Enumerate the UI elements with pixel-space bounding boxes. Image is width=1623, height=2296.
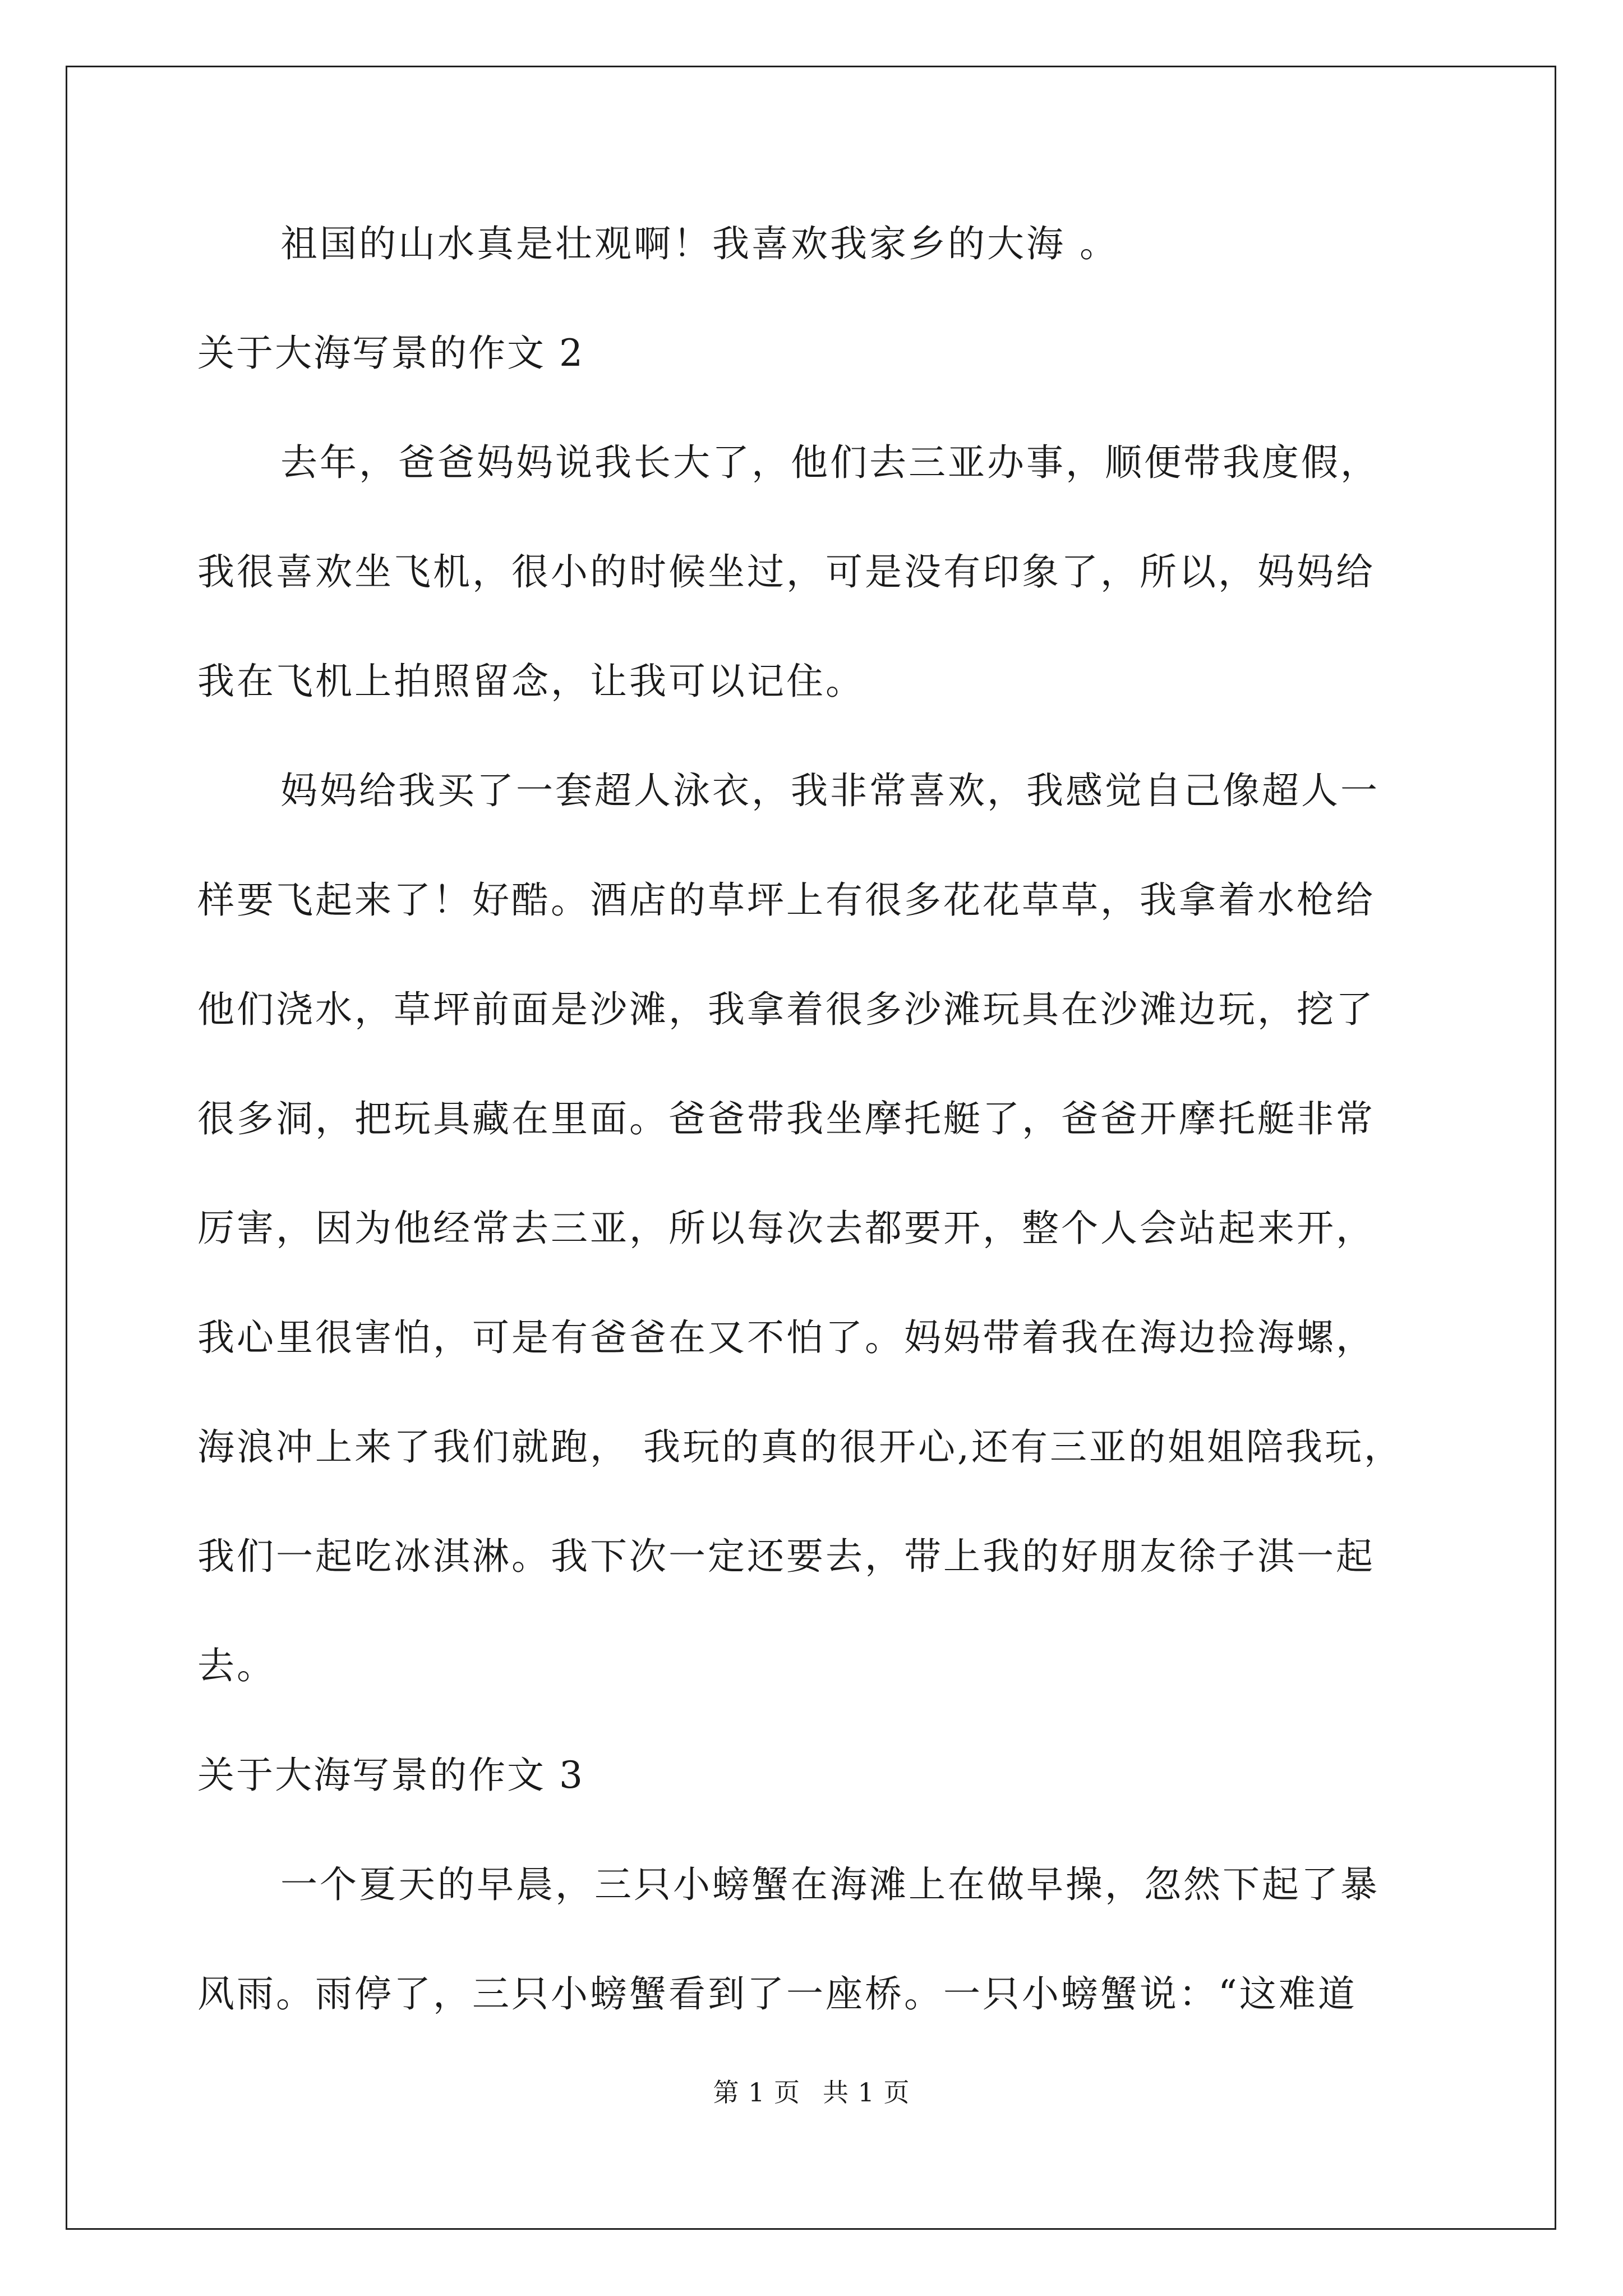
page-number: 第 1 页	[713, 2077, 800, 2108]
section-heading: 关于大海写景的作文 2	[197, 332, 584, 375]
paragraph-line: 我心里很害怕，可是有爸爸在又不怕了。妈妈带着我在海边捡海螺，	[197, 1316, 1375, 1359]
page-footer	[0, 2076, 1623, 2109]
paragraph-line: 厉害，因为他经常去三亚，所以每次去都要开，整个人会站起来开，	[197, 1207, 1375, 1250]
paragraph-line: 一个夏天的早晨，三只小螃蟹在海滩上在做早操，忽然下起了暴	[280, 1863, 1380, 1906]
paragraph-line: 他们浇水，草坪前面是沙滩，我拿着很多沙滩玩具在沙滩边玩，挖了	[197, 988, 1375, 1031]
paragraph-line: 很多洞，把玩具藏在里面。爸爸带我坐摩托艇了，爸爸开摩托艇非常	[197, 1097, 1375, 1140]
paragraph-line: 我在飞机上拍照留念，让我可以记住。	[197, 660, 865, 703]
paragraph-line: 妈妈给我买了一套超人泳衣，我非常喜欢，我感觉自己像超人一	[280, 769, 1380, 812]
paragraph-line: 风雨。雨停了，三只小螃蟹看到了一座桥。一只小螃蟹说：“这难道	[197, 1972, 1357, 2016]
paragraph-line: 我们一起吃冰淇淋。我下次一定还要去，带上我的好朋友徐子淇一起	[197, 1535, 1375, 1578]
paragraph-line: 去。	[197, 1644, 276, 1687]
paragraph-line: 去年，爸爸妈妈说我长大了，他们去三亚办事，顺便带我度假，	[280, 441, 1380, 484]
paragraph-line: 样要飞起来了！好酷。酒店的草坪上有很多花花草草，我拿着水枪给	[197, 878, 1375, 922]
page-total: 共 1 页	[823, 2077, 910, 2108]
paragraph-line: 我很喜欢坐飞机，很小的时候坐过，可是没有印象了，所以，妈妈给	[197, 550, 1375, 593]
paragraph-line: 祖国的山水真是壮观啊！我喜欢我家乡的大海 。	[280, 222, 1119, 265]
paragraph-line: 海浪冲上来了我们就跑， 我玩的真的很开心,还有三亚的姐姐陪我玩，	[197, 1425, 1403, 1469]
section-heading: 关于大海写景的作文 3	[197, 1754, 584, 1797]
